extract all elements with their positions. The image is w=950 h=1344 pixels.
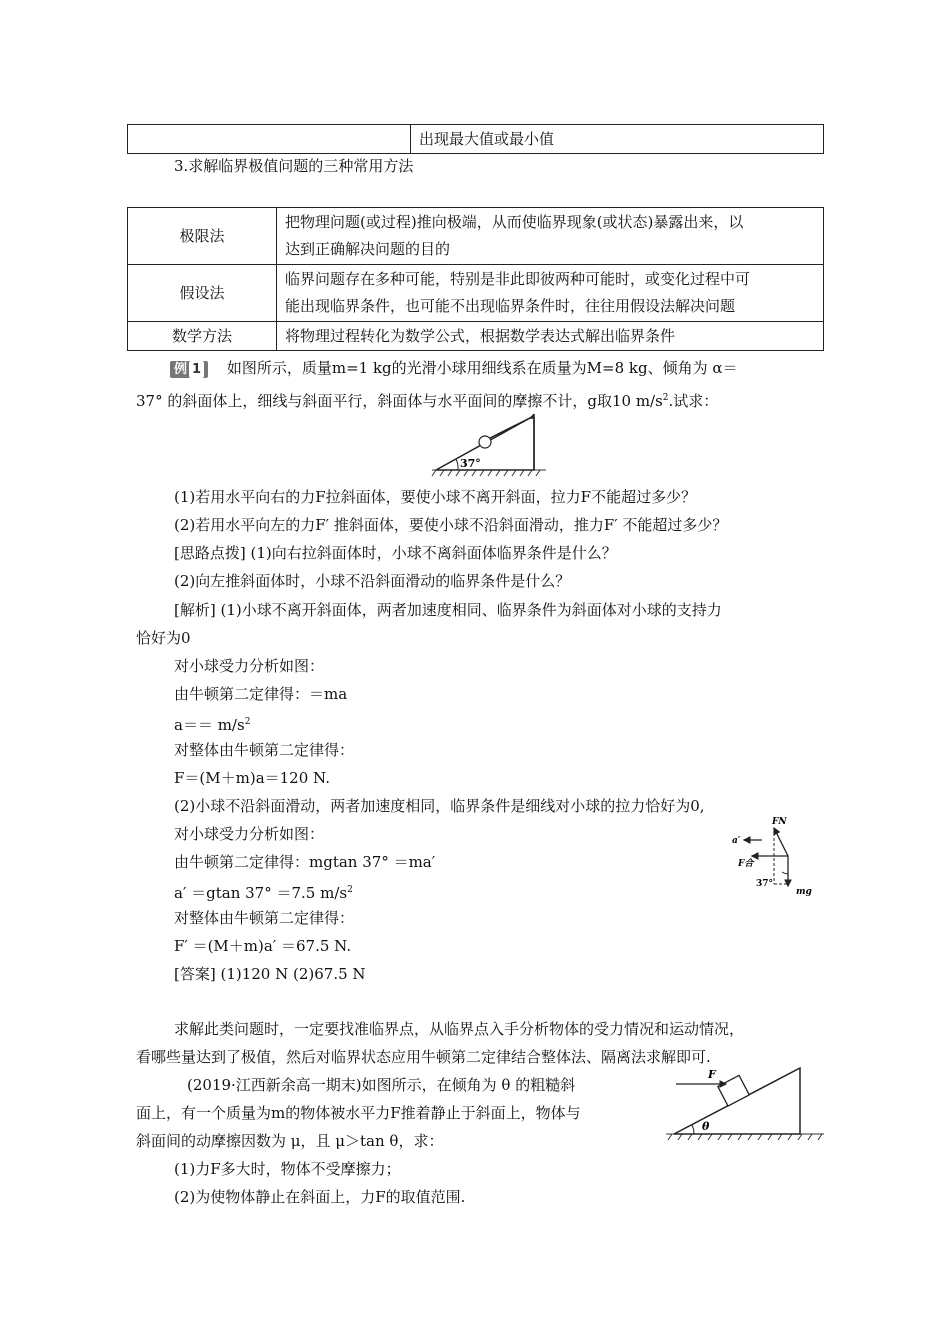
example-line-1 <box>170 358 737 378</box>
answer: [答案] (1)120 N (2)67.5 N <box>174 965 366 983</box>
summary-line-2: 看哪些量达到了极值，然后对临界状态应用牛顿第二定律结合整体法、隔离法求解即可. <box>136 1048 711 1066</box>
analysis-1: [解析] (1)小球不离开斜面体，两者加速度相同、临界条件为斜面体对小球的支持力 <box>174 601 722 619</box>
a-label: a′ <box>732 836 741 846</box>
solution-line: F＝(M＋m)a＝120 N. <box>174 769 330 787</box>
solution-line: $a== m/s^2$ <box>174 716 251 734</box>
example-badge: 例 1 <box>170 361 208 378</box>
mg-label: mg <box>796 887 812 897</box>
angle-label: 37° <box>756 879 774 889</box>
analysis-1b: 恰好为0 <box>136 629 191 647</box>
solution-line: 对小球受力分析如图： <box>174 657 325 675</box>
top-table-left-cell <box>128 125 411 154</box>
practice-line-1: (2019·江西新余高一期末)如图所示，在倾角为 θ 的粗糙斜 <box>187 1076 576 1094</box>
ball <box>479 436 491 448</box>
solution-line: F′ ＝(M＋m)a′ ＝67.5 N. <box>174 937 352 955</box>
method-desc-line: 能出现临界条件，也可能不出现临界条件时，往往用假设法解决问题 <box>285 297 736 315</box>
method-name: 数学方法 <box>128 322 277 351</box>
top-table-right-cell: 出现最大值或最小值 <box>411 125 824 154</box>
methods-table <box>127 207 824 351</box>
solution-line: a′ ＝gtan 37° ＝7.5 $m/s^2$ <box>174 884 353 902</box>
hint-2: (2)向左推斜面体时，小球不沿斜面滑动的临界条件是什么？ <box>174 572 571 590</box>
summary-line-1: 求解此类问题时，一定要找准临界点，从临界点入手分析物体的受力情况和运动情况， <box>174 1020 745 1038</box>
method-desc <box>277 208 824 265</box>
method-desc <box>277 322 824 351</box>
method-desc-line: 把物理问题(或过程)推向极端，从而使临界现象(或状态)暴露出来，以 <box>285 213 744 231</box>
question-1: (1)若用水平向右的力F拉斜面体，要使小球不离开斜面，拉力F不能超过多少？ <box>174 488 697 506</box>
solution-line: 对小球受力分析如图： <box>174 825 325 843</box>
method-desc-line: 临界问题存在多种可能，特别是非此即彼两种可能时，或变化过程中可 <box>285 270 751 288</box>
method-name: 假设法 <box>128 265 277 322</box>
section3-heading: 3.求解临界极值问题的三种常用方法 <box>174 157 414 175</box>
solution-line: 对整体由牛顿第二定律得： <box>174 741 355 759</box>
angle-arc <box>456 459 458 470</box>
practice-q1: (1)力F多大时，物体不受摩擦力； <box>174 1160 401 1178</box>
question-2: (2)若用水平向左的力F′ 推斜面体，要使小球不沿斜面滑动，推力F′ 不能超过多少？ <box>174 516 728 534</box>
block <box>718 1075 749 1106</box>
methods-row <box>128 265 824 322</box>
hint-1: [思路点拨] (1)向右拉斜面体时，小球不离斜面体临界条件是什么？ <box>174 544 617 562</box>
method-desc-line: 达到正确解决问题的目的 <box>285 240 451 258</box>
angle-arc <box>692 1125 694 1134</box>
method-name: 极限法 <box>128 208 277 265</box>
practice-q2: (2)为使物体静止在斜面上，力F的取值范围. <box>174 1188 466 1206</box>
methods-row <box>128 322 824 351</box>
solution-line: 由牛顿第二定律得：mgtan 37° ＝ma′ <box>174 853 436 871</box>
solution-line: 对整体由牛顿第二定律得： <box>174 909 355 927</box>
force-label: F <box>708 1068 716 1081</box>
method-desc <box>277 265 824 322</box>
ground-hatch <box>432 470 546 476</box>
top-table <box>127 124 824 154</box>
practice-line-3: 斜面间的动摩擦因数为 μ，且 μ＞tan θ，求： <box>136 1132 444 1150</box>
method-desc-line: 将物理过程转化为数学公式，根据数学表达式解出临界条件 <box>285 326 676 345</box>
free-body-diagram <box>728 814 820 898</box>
methods-row <box>128 208 824 265</box>
fn-arrow <box>774 828 788 856</box>
fhe-label: F合 <box>738 859 754 869</box>
angle-label: 37° <box>460 457 481 470</box>
angle-arc <box>782 872 788 874</box>
incline-figure <box>428 412 548 478</box>
string <box>490 416 534 438</box>
fn-label: FN <box>772 817 787 827</box>
theta-label: θ <box>702 1120 710 1133</box>
ground-hatch <box>666 1134 824 1140</box>
example-text: 如图所示，质量m=1 kg的光滑小球用细线系在质量为M=8 kg、倾角为 α＝ <box>226 359 738 377</box>
solution-line: 由牛顿第二定律得：＝ma <box>174 685 348 703</box>
practice-figure <box>664 1062 826 1142</box>
example-line-2: 37° 的斜面体上，细线与斜面平行，斜面体与水平面间的摩擦不计，g取10 $m/s^2$.试求： <box>136 392 719 410</box>
example-text: 37° 的斜面体上，细线与斜面平行，斜面体与水平面间的摩擦不计，g取10 m/s <box>136 392 663 410</box>
solution-line: (2)小球不沿斜面滑动，两者加速度相同，临界条件是细线对小球的拉力恰好为0, <box>174 797 705 815</box>
practice-line-2: 面上，有一个质量为m的物体被水平力F推着静止于斜面上，物体与 <box>136 1104 581 1122</box>
